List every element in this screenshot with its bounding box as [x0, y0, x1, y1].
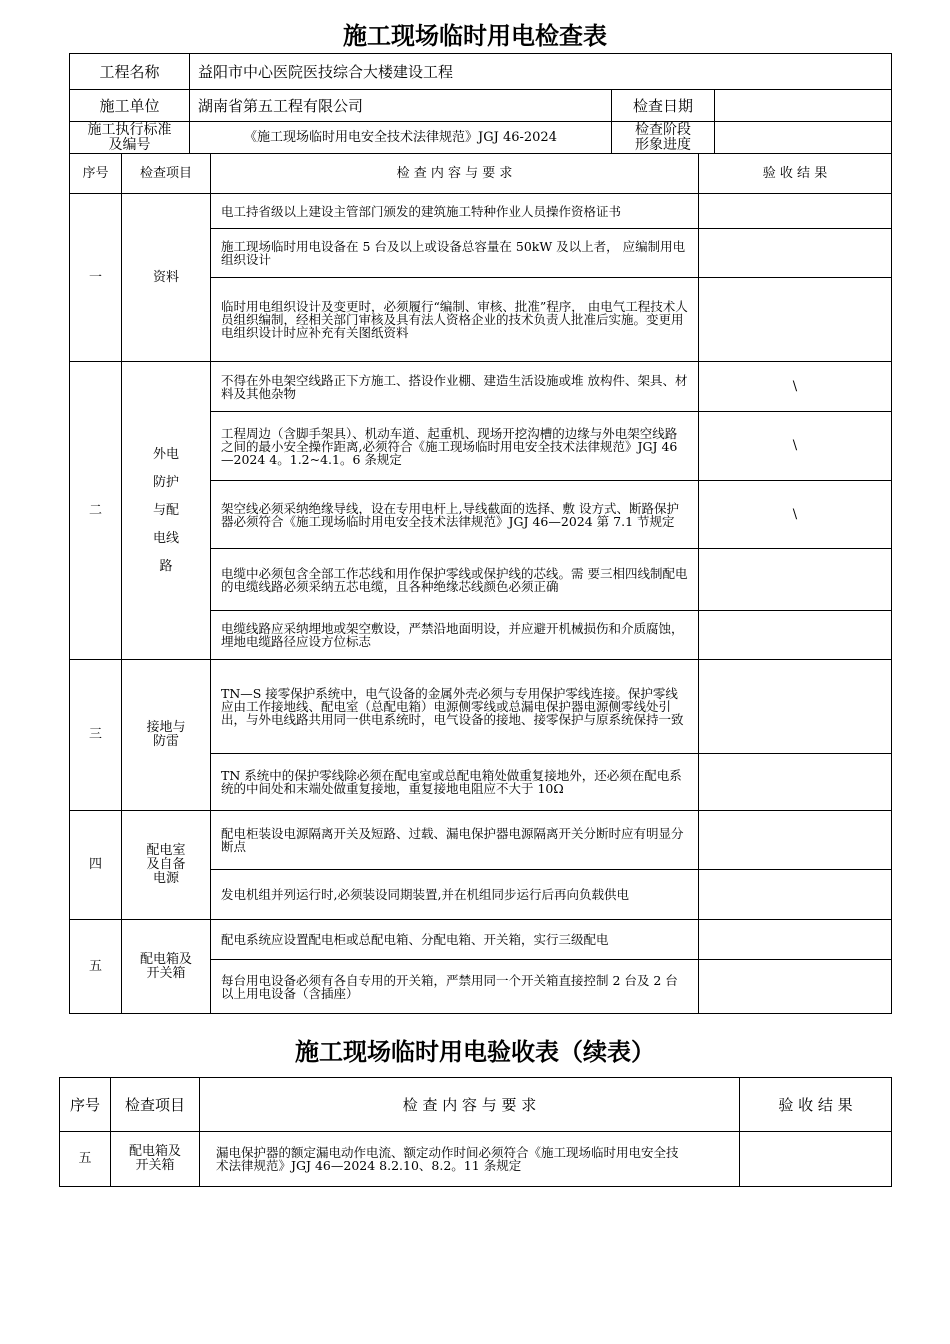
- checklist-table: [69, 153, 892, 1014]
- standard-value: 《施工现场临时用电安全技术法律规范》JGJ 46-2024: [190, 122, 612, 154]
- section-item-line: 与配: [152, 502, 179, 518]
- section-item-line: 开关箱: [146, 965, 186, 981]
- result-cell: [699, 194, 892, 229]
- header-result: 验 收 结 果: [740, 1078, 892, 1132]
- stage-label: 检查阶段形象进度: [612, 122, 715, 154]
- requirement-text: 临时用电组织设计及变更时，必须履行“编制、审核、批准”程序， 由电气工程技术人员组织编制，经相关部门审核及具有法人资格企业的技术负责人批准后实施。变更用电组织设计时应补充有关图纸资料: [211, 278, 699, 362]
- section-item-line: 开关箱: [135, 1158, 175, 1173]
- requirement-text: 不得在外电架空线路正下方施工、搭设作业棚、建造生活设施或堆 放构件、架具、材料及其他杂物: [211, 362, 699, 412]
- table-row: [70, 362, 892, 412]
- requirement-text: TN 系统中的保护零线除必须在配电室或总配电箱处做重复接地外，还必须在配电系统的中间处和末端处做重复接地，重复接地电阻应不大于 10Ω: [211, 754, 699, 811]
- requirement-text: 施工现场临时用电设备在 5 台及以上或设备总容量在 50kW 及以上者， 应编制用电组织设计: [211, 229, 699, 278]
- section-seq: 三: [70, 660, 122, 811]
- check-date-value: [715, 90, 892, 122]
- requirement-text: 电工持省级以上建设主管部门颁发的建筑施工特种作业人员操作资格证书: [211, 194, 699, 229]
- page-title: 施工现场临时用电检查表: [343, 22, 607, 50]
- section-seq: 五: [70, 920, 122, 1014]
- requirement-text: 电缆中必须包含全部工作芯线和用作保护零线或保护线的芯线。需 要三相四线制配电的电缆线路必须采纳五芯电缆，且各种绝缘芯线颜色必须正确: [211, 549, 699, 611]
- requirement-text: TN—S 接零保护系统中，电气设备的金属外壳必须与专用保护零线连接。保护零线应由工作接地线、配电室（总配电箱）电源侧零线或总漏电保护器电源侧零线处引出，与外电线路共用同一供电系统时，电气设备的接地、接零保护与原系统保持一致: [211, 660, 699, 754]
- header-result: 验 收 结 果: [699, 154, 892, 194]
- result-cell: [699, 229, 892, 278]
- result-cell: [699, 870, 892, 920]
- section-item-line: 防护: [152, 474, 179, 490]
- table-row: [60, 1132, 892, 1187]
- requirement-text: 配电柜装设电源隔离开关及短路、过载、漏电保护器电源隔离开关分断时应有明显分断点: [211, 811, 699, 870]
- requirement-text: 工程周边（含脚手架具）、机动车道、起重机、现场开挖沟槽的边缘与外电架空线路之间的最小安全操作距离,必须符合《施工现场临时用电安全技术法律规范》JGJ 46—2024 4。1.2~4.1。6 条规定: [211, 412, 699, 481]
- section-item-line: 配电室: [146, 843, 186, 858]
- section-item-line: 外电: [152, 446, 179, 462]
- section-item: [122, 811, 211, 920]
- section-seq: 四: [70, 811, 122, 920]
- table-row: [70, 194, 892, 229]
- requirement-text: 配电系统应设置配电柜或总配电箱、分配电箱、开关箱，实行三级配电: [211, 920, 699, 960]
- continuation-title: 施工现场临时用电验收表（续表）: [295, 1038, 655, 1066]
- result-cell: \: [699, 412, 892, 481]
- check-date-label: 检查日期: [612, 90, 715, 122]
- table-row: [70, 660, 892, 754]
- result-cell: [699, 811, 892, 870]
- section-item-line: 电源: [152, 871, 179, 886]
- section-item-line: 接地与: [146, 720, 186, 735]
- section-seq: 一: [70, 194, 122, 362]
- result-cell: [699, 920, 892, 960]
- section-item: [122, 362, 211, 660]
- result-cell: [699, 549, 892, 611]
- result-cell: \: [699, 481, 892, 549]
- header-item: 检查项目: [111, 1078, 200, 1132]
- project-name-value: 益阳市中心医院医技综合大楼建设工程: [190, 54, 892, 90]
- header-content: 检 查 内 容 与 要 求: [211, 154, 699, 194]
- header-item: 检查项目: [122, 154, 211, 194]
- requirement-text: 漏电保护器的额定漏电动作电流、额定动作时间必须符合《施工现场临时用电安全技术法律规范》JGJ 46—2024 8.2.10、8.2。11 条规定: [200, 1132, 740, 1187]
- header-seq: 序号: [60, 1078, 111, 1132]
- section-item-line: 配电箱及: [139, 951, 192, 967]
- section-seq: 二: [70, 362, 122, 660]
- standard-label: 施工执行标准及编号: [70, 122, 190, 154]
- section-item-line: 及自备: [146, 857, 186, 872]
- requirement-text: 架空线必须采纳绝缘导线，设在专用电杆上,导线截面的选择、敷 设方式、断路保护器必须符合《施工现场临时用电安全技术法律规范》JGJ 46—2024 第 7.1 节规定: [211, 481, 699, 549]
- table-row: [70, 811, 892, 870]
- header-content: 检 查 内 容 与 要 求: [200, 1078, 740, 1132]
- section-item-line: 防雷: [152, 734, 179, 749]
- result-cell: [699, 754, 892, 811]
- result-cell: [699, 278, 892, 362]
- section-item-line: 路: [159, 558, 173, 574]
- section-item-line: 电线: [152, 530, 179, 546]
- project-name-label: 工程名称: [70, 54, 190, 90]
- requirement-text: 每台用电设备必须有各自专用的开关箱，严禁用同一个开关箱直接控制 2 台及 2 台以上用电设备（含插座）: [211, 960, 699, 1014]
- requirement-text: 发电机组并列运行时,必须装设同期装置,并在机组同步运行后再向负载供电: [211, 870, 699, 920]
- section-item-line: 配电箱及: [128, 1144, 181, 1159]
- section-item: [111, 1132, 200, 1187]
- table-row: [70, 920, 892, 960]
- stage-value: [715, 122, 892, 154]
- contractor-value: 湖南省第五工程有限公司: [190, 90, 612, 122]
- section-item: 资料: [122, 194, 211, 362]
- result-cell: [699, 660, 892, 754]
- section-item: [122, 920, 211, 1014]
- header-seq: 序号: [70, 154, 122, 194]
- contractor-label: 施工单位: [70, 90, 190, 122]
- section-seq: 五: [60, 1132, 111, 1187]
- result-cell: \: [699, 362, 892, 412]
- continuation-table: [59, 1077, 892, 1187]
- section-item: [122, 660, 211, 811]
- project-info-table: [69, 53, 892, 154]
- result-cell: [740, 1132, 892, 1187]
- requirement-text: 电缆线路应采纳埋地或架空敷设，严禁沿地面明设，并应避开机械损伤和介质腐蚀，埋地电缆路径应设方位标志: [211, 611, 699, 660]
- result-cell: [699, 611, 892, 660]
- result-cell: [699, 960, 892, 1014]
